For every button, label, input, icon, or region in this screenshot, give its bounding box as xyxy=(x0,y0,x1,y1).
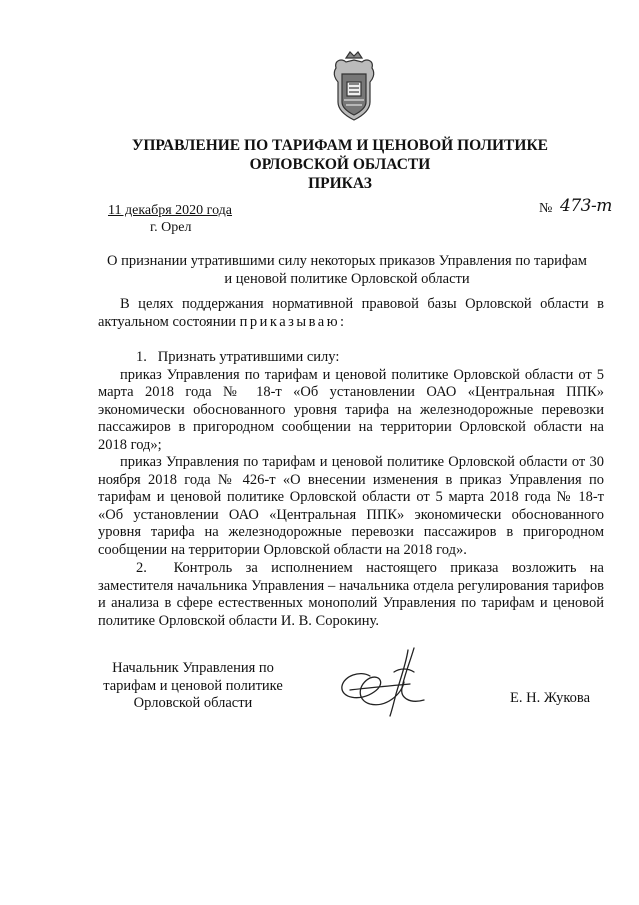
order-subject xyxy=(92,253,602,288)
intro-paragraph xyxy=(98,296,604,331)
item-1-title: Признать утратившими силу: xyxy=(157,349,340,365)
intro-text: В целях поддержания нормативной правовой базы Орловской области в актуальном состоянии xyxy=(98,296,604,330)
order-number-label: № xyxy=(539,201,553,216)
signatory-title-line2: тарифам и ценовой политике xyxy=(103,677,283,694)
subject-line1: О признании утратившими силу некоторых приказов Управления по тарифам xyxy=(107,253,587,269)
handwritten-signature xyxy=(330,642,438,720)
order-city: г. Орел xyxy=(150,220,192,235)
subject-line2: и ценовой политике Орловской области xyxy=(224,270,470,287)
item-1-number: 1. xyxy=(136,349,147,365)
signatory-title xyxy=(98,660,288,713)
item-2 xyxy=(98,560,604,630)
agency-name-line1: УПРАВЛЕНИЕ ПО ТАРИФАМ И ЦЕНОВОЙ ПОЛИТИКЕ xyxy=(131,137,549,154)
agency-name-line2: ОРЛОВСКОЙ ОБЛАСТИ xyxy=(249,156,431,173)
order-date: 11 декабря 2020 года xyxy=(108,203,233,218)
coat-of-arms-emblem xyxy=(330,50,378,122)
signatory-title-line3: Орловской области xyxy=(133,695,253,711)
item-2-text: Контроль за исполнением настоящего приказа возложить на заместителя начальника Управления – начальника отдела регулирования тарифов и анализа в сфере естественных монополий Управления по тарифам и ценовой политике Орловской области И. В. Сорокину. xyxy=(98,560,604,629)
document-type: ПРИКАЗ xyxy=(308,175,372,192)
repealed-order-1: приказ Управления по тарифам и ценовой политике Орловской области от 5 марта 2018 года № 18-т «Об установлении ОАО «Центральная ППК» экономически обоснованного уровня тарифа на железнодорожные перевозки пассажиров в пригородном сообщении на территории Орловской области на 2018 год»; xyxy=(98,366,604,453)
order-number-handwritten: 473-т xyxy=(560,196,612,216)
intro-verb: приказываю: xyxy=(239,313,347,330)
signatory-name: Е. Н. Жукова xyxy=(510,690,591,706)
item-2-number: 2. xyxy=(136,560,147,576)
repealed-order-2: приказ Управления по тарифам и ценовой политике Орловской области от 30 ноября 2018 года № 426-т «О внесении изменения в приказ Управления по тарифам и ценовой политике Орловской области от 5 марта 2018 года № 18-т «Об установлении ОАО «Центральная ППК» экономически обоснованного уровня тарифа на железнодорожные перевозки пассажиров в пригородном сообщении на территории Орловской области на 2018 год». xyxy=(98,454,604,558)
item-1 xyxy=(98,349,604,559)
signatory-title-line1: Начальник Управления по xyxy=(112,660,274,676)
